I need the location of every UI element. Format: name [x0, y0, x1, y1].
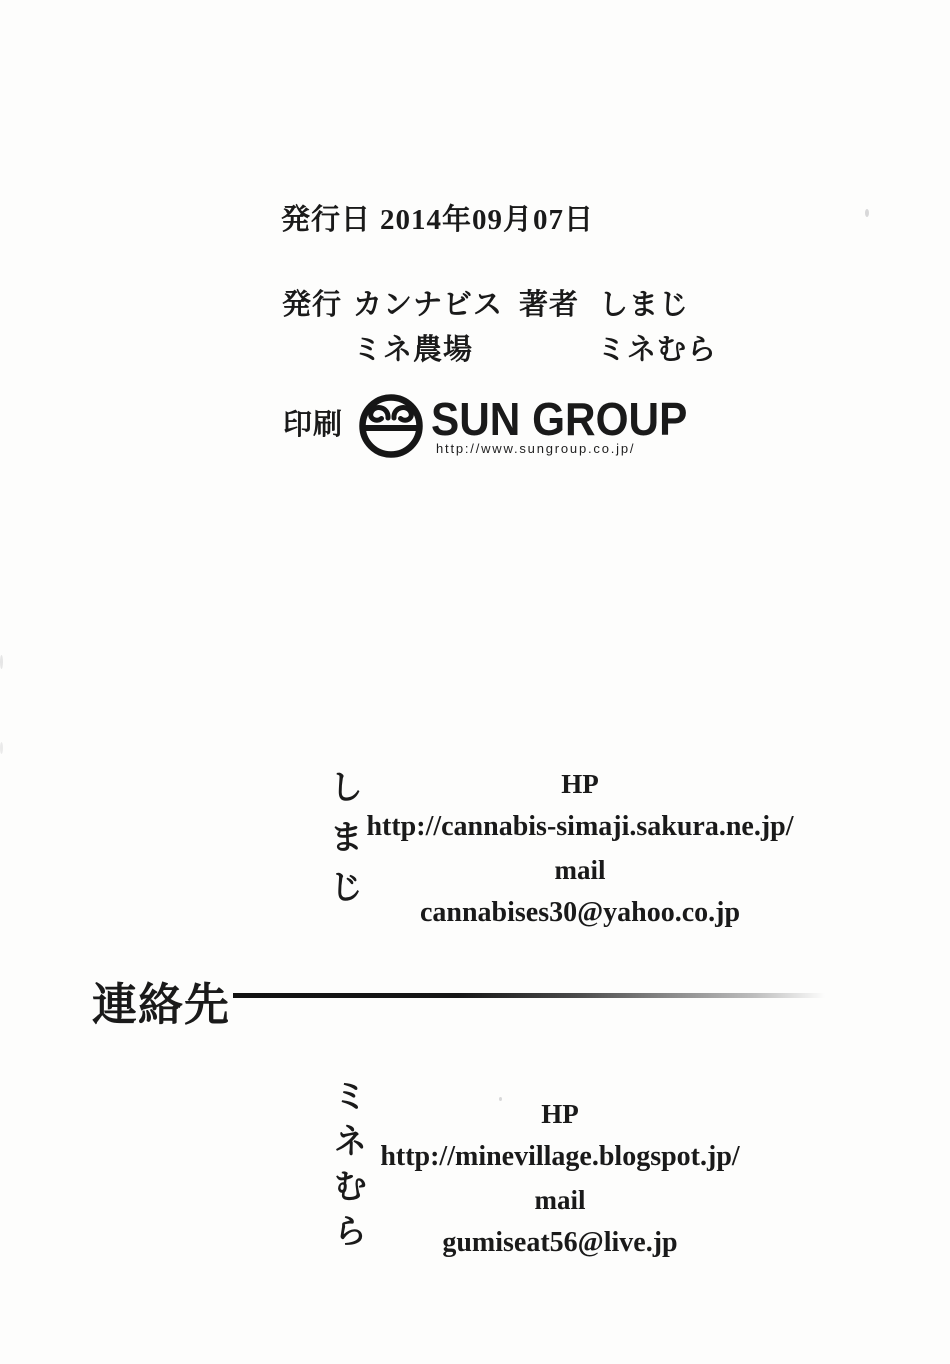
- publisher-name-1: カンナビス: [353, 289, 504, 321]
- hp-label-minemura: HP: [541, 1099, 579, 1129]
- mail-address-simaji: cannabises30@yahoo.co.jp: [419, 897, 741, 928]
- scan-speck: [499, 1097, 502, 1101]
- contact-section-title: 連絡先: [92, 980, 231, 1030]
- printer-url: http://www.sungroup.co.jp/: [436, 441, 636, 456]
- hp-url-minemura: http://minevillage.blogspot.jp/: [380, 1141, 740, 1172]
- hp-label-simaji: HP: [561, 769, 599, 799]
- author-name-1: しまじ: [599, 289, 690, 321]
- author-name-2: ミネむら: [597, 334, 718, 366]
- publish-date-label: 発行日: [281, 204, 372, 236]
- scan-speck: [0, 655, 3, 669]
- author-label: 著者: [519, 289, 580, 321]
- publisher-label: 発行: [282, 289, 343, 321]
- publish-date-value: 2014年09月07日: [380, 204, 595, 236]
- scan-speck: [865, 209, 869, 217]
- printer-label: 印刷: [283, 409, 344, 441]
- scan-speck: [0, 742, 3, 754]
- hp-url-simaji: http://cannabis-simaji.sakura.ne.jp/: [366, 811, 794, 842]
- mail-label-minemura: mail: [534, 1185, 586, 1215]
- printer-name: SUN GROUP: [431, 393, 688, 445]
- mail-label-simaji: mail: [554, 855, 606, 885]
- publisher-name-2: ミネ農場: [353, 334, 474, 366]
- sun-group-logo-icon: [356, 390, 426, 460]
- contact-block-simaji: [330, 764, 830, 936]
- contact-block-minemura: [310, 1094, 810, 1266]
- contact-name-simaji: しまじ: [324, 769, 361, 919]
- contact-name-minemura: ミネむら: [328, 1078, 365, 1258]
- section-divider-rule: [233, 993, 825, 998]
- mail-address-minemura: gumiseat56@live.jp: [442, 1227, 678, 1258]
